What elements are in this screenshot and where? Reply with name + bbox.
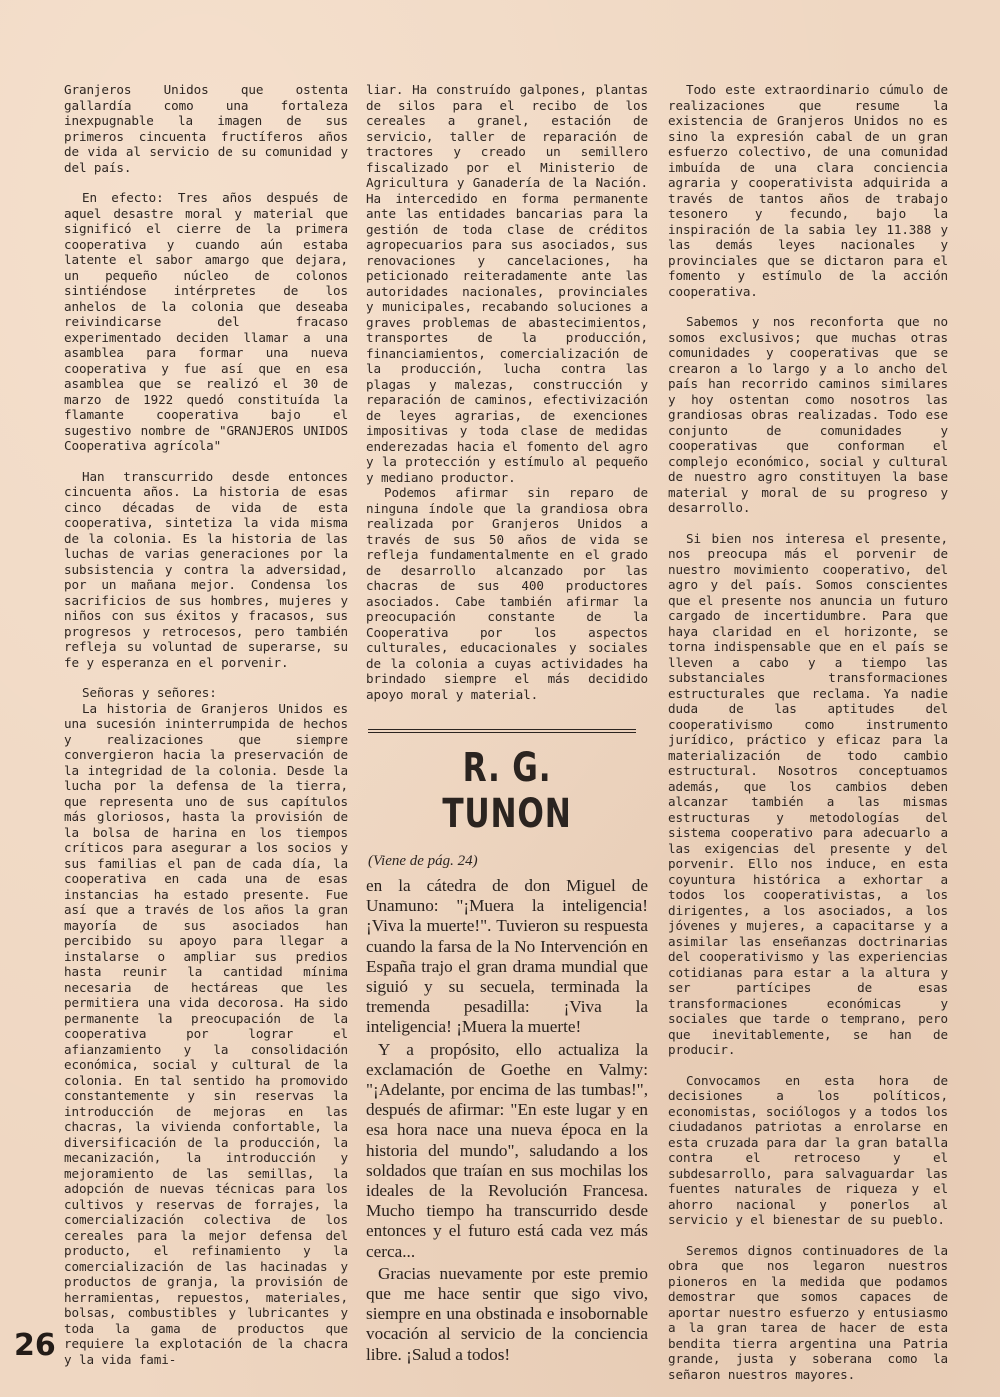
article-paragraph: Granjeros Unidos que ostenta gallardía como una fortaleza inexpugnable la imagen de sus primeros cincuenta fructíferos años de vida al servicio de su comunidad y del país. bbox=[64, 82, 348, 175]
column-left bbox=[64, 82, 348, 1367]
article-paragraph: Sabemos y nos reconforta que no somos exclusivos; que muchas otras comunidades y cooperativas que se crearon a lo largo y a lo ancho del país han recorrido caminos similares y hoy ostentan como nosotros las grandiosas obras realizadas. Todo ese conjunto de comunidades y cooperativas que conforman el complejo económico, social y cultural de nuestro agro constituyen la base material y moral de su progreso y desarrollo. bbox=[668, 314, 948, 515]
section-divider bbox=[368, 729, 636, 733]
speech-paragraph: Y a propósito, ello actualiza la exclamación de Goethe en Valmy: "¡Adelante, por encima de las tumbas!", después de afirmar: "En este lugar y en esa hora nace una nueva época en la historia del mundo", saludando a los soldados que traían en sus mochilas los ideales de la Revolución Francesa. Mucho tiempo ha transcurrido desde entonces y el futuro está cada vez más cerca... bbox=[366, 1039, 648, 1261]
article-paragraph: Convocamos en esta hora de decisiones a los políticos, economistas, sociólogos y a todos los ciudadanos patriotas a enrolarse en esta cruzada para dar la gran batalla contra el retroceso y el subdesarrollo, para salvaguardar las fuentes naturales de riqueza y el ahorro nacional y ponerlos al servicio y el bienestar de su pueblo. bbox=[668, 1072, 948, 1227]
article-paragraph: Seremos dignos continuadores de la obra que nos legaron nuestros pioneros en la medida que podamos demostrar que somos capaces de aportar nuestro esfuerzo y entusiasmo a la gran tarea de hacer de esta bendita tierra argentina una Patria grande, justa y soberana como la señaron nuestros mayores. bbox=[668, 1242, 948, 1382]
article-paragraph: Han transcurrido desde entonces cincuenta años. La historia de esas cinco décadas de vida de esta cooperativa, sintetiza la vida misma de la colonia. Es la historia de las luchas de varias generaciones por la subsistencia y contra la adversidad, por un mañana mejor. Condensa los sacrificios de sus hombres, mujeres y niños con sus éxitos y fracasos, sus progresos y retrocesos, pero también refleja su voluntad de superarse, su fe y esperanza en el porvenir. bbox=[64, 468, 348, 670]
salutation: Señoras y señores: bbox=[82, 685, 217, 700]
speech-paragraph: en la cátedra de don Miguel de Unamuno: "¡Muera la inteligencia! ¡Viva la muerte!". Tuvieron su respuesta cuando la farsa de la No Intervención en España trajo el gran drama mundial que siguió y su secuela, terminada la tremenda pesadilla: ¡Viva la inteligencia! ¡Muera la muerte! bbox=[366, 876, 648, 1037]
column-middle bbox=[366, 82, 648, 1364]
page-number: 26 bbox=[14, 1328, 56, 1363]
article-paragraph: liar. Ha construído galpones, plantas de silos para el recibo de los cereales a granel, estación de servicio, taller de reparación de tractores y creado un semillero fiscalizado por el Ministerio de Agricultura y Ganadería de la Nación. Ha intercedido en forma permanente ante las entidades bancarias para la gestión de toda clase de créditos agropecuarios para sus asociados, sus renovaciones y cancelaciones, ha peticionado reiteradamente ante las autoridades nacionales, provinciales y municipales, recabando soluciones a graves problemas de abastecimientos, transportes de la producción, financiamientos, comercialización de la producción, lucha contra las plagas y malezas, construcción y reparación de caminos, efectivización de leyes agrarias, de exenciones impositivas y toda clase de medidas enderezadas hacia el fomento del agro y la protección y estímulo al pequeño y mediano productor. bbox=[366, 82, 648, 485]
speech-paragraph: Gracias nuevamente por este premio que me hace sentir que sigo vivo, siempre en una obstinada e insobornable vocación al servicio de la conciencia libre. ¡Salud a todos! bbox=[366, 1263, 648, 1364]
continuation-note: (Viene de pág. 24) bbox=[368, 853, 478, 869]
article-paragraph: La historia de Granjeros Unidos es una sucesión ininterrumpida de hechos y realizaciones que siempre convergieron hacia la preservación de la integridad de la colonia. Desde la lucha por la defensa de la tierra, que representa uno de sus capítulos más gloriosos, hasta la provisión de la bolsa de harina en los tiempos críticos para asegurar a los socios y sus familias el pan de cada día, la cooperativa en cada una de esas instancias ha estado presente. Fue así que a través de los años la gran mayoría de sus asociados han percibido su apoyo para llegar a instalarse o ampliar sus predios hasta reunir la cantidad mínima necesaria de hectáreas que les permitiera una vida decorosa. Ha sido permanente la preocupación de la cooperativa por lograr el afianzamiento y la consolidación económica, social y cultural de la colonia. En tal sentido ha promovido constantemente y sin reservas la introducción de mejoras en las chacras, la vivienda confortable, la diversificación de la producción, la mecanización, la introducción y mejoramiento de las semillas, la adopción de nuevas técnicas para los cultivos y reservas de forrajes, la comercialización colectiva de los cereales para la mejor defensa del producto, el refinamiento y la comercialización de las hacinadas y productos de granja, la provisión de herramientas, repuestos, materiales, bolsas, combustibles y lubricantes y toda la gama de productos que requiere la explotación de la chacra y la vida fami- bbox=[64, 700, 348, 1367]
article-paragraph: En efecto: Tres años después de aquel desastre moral y material que significó el cierre de la primera cooperativa y cuando aún estaba latente el sabor amargo que dejara, un pequeño núcleo de colonos sintiéndose intérpretes de los anhelos de la colonia que deseaba reivindicarse del fracaso experimentado deciden llamar a una asamblea para formar una nueva cooperativa y fue así que en esa asamblea que se realizó el 30 de marzo de 1922 quedó constituída la flamante cooperativa bajo el sugestivo nombre de "GRANJEROS UNIDOS Cooperativa agrícola" bbox=[64, 190, 348, 453]
article-paragraph: Todo este extraordinario cúmulo de realizaciones que resume la existencia de Granjeros Unidos no es sino la expresión cabal de un gran esfuerzo colectivo, de una comunidad imbuída de una clara conciencia agraria y cooperativista adquirida a través de tantos años de trabajo tesonero y fecundo, bajo la inspiración de la sabia ley 11.388 y las demás leyes nacionales y provinciales que se dictaron para el fomento y estímulo de la acción cooperativa. bbox=[668, 82, 948, 299]
column-right bbox=[668, 82, 948, 1382]
article-paragraph: Podemos afirmar sin reparo de ninguna índole que la grandiosa obra realizada por Granjeros Unidos a través de sus 50 años de vida se refleja fundamentalmente en el grado de desarrollo alcanzado por las chacras de sus 400 productores asociados. Cabe también afirmar la preocupación constante de la Cooperativa por los aspectos culturales, educacionales y sociales de la colonia a cuyas actividades ha brindado siempre el más decidido apoyo moral y material. bbox=[366, 485, 648, 702]
section-title: R. G. TUNON bbox=[442, 745, 572, 837]
article-paragraph: Si bien nos interesa el presente, nos preocupa más el porvenir de nuestro movimiento cooperativo, del agro y del país. Somos conscientes que el presente nos anuncia un futuro cargado de incertidumbre. Para que haya claridad en el horizonte, se torna indispensable que en el país se lleven a cabo y a tiempo las substanciales transformaciones estructurales que reclama. Ya nadie duda de las aptitudes del cooperativismo como instrumento jurídico, práctico y eficaz para la materialización de todo cambio estructural. Nosotros conceptuamos además, que los cambios deben alcanzar también a las mismas estructuras y metodologías del sistema cooperativo para adecuarlo a las exigencias del presente y del porvenir. Ello nos induce, en esta coyuntura histórica a exhortar a todos los cooperativistas, a los dirigentes, a los asociados, a los jóvenes y mujeres, a capacitarse y a asimilar las enseñanzas doctrinarias del cooperativismo y las experiencias cotidianas para estar a la altura y ser partícipes de esas transformaciones económicas y sociales que tarde o temprano, pero que inevitablemente, se han de producir. bbox=[668, 530, 948, 1057]
